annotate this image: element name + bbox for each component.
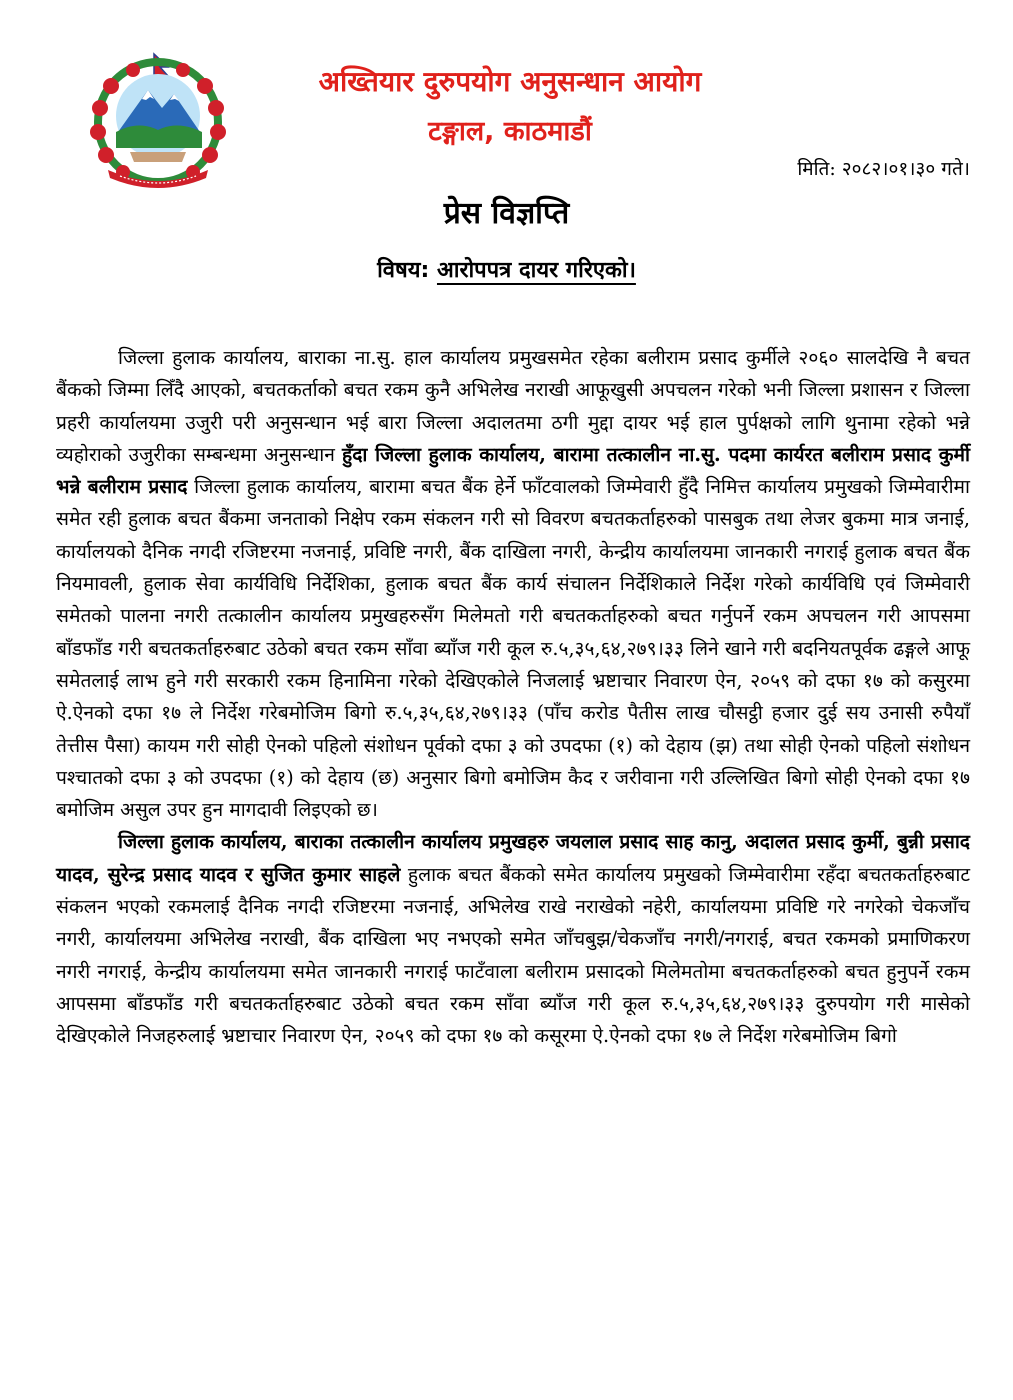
subject-text: आरोपपत्र दायर गरिएको। <box>436 258 636 283</box>
paragraph-text: जिल्ला हुलाक कार्यालय, बारामा बचत बैंक हेर्ने फाँटवालको जिम्मेवारी हुँदै निमित्त कार्यालय प्रमुखको जिम्मेवारीमा समेत रही हुलाक बचत बैंकमा जनताको निक्षेप रकम संकलन गरी सो विवरण बचतकर्ताहरुको पासबुक तथा लेजर बुकमा मात्र जनाई, कार्यालयको दैनिक नगदी रजिष्टरमा नजनाई, प्रविष्टि नगरी, बैंक दाखिला नगरी, केन्द्रीय कार्यालयमा जानकारी नगराई हुलाक बचत बैंक नियमावली, हुलाक सेवा कार्यविधि निर्देशिका, हुलाक बचत बैंक कार्य संचालन निर्देशिकाले निर्देश गरेको कार्यविधि एवं जिम्मेवारी समेतको पालना नगरी तत्कालीन कार्यालय प्रमुखहरुसँग मिलेमतो गरी बचतकर्ताहरुको बचत गर्नुपर्ने रकम अपचलन गरी आपसमा बाँडफाँड गरी बचतकर्ताहरुबाट उठेको बचत रकम साँवा ब्याँज गरी कूल रु.५,३५,६४,२७९।३३ लिने खाने गरी बदनियतपूर्वक ढङ्गले आफू समेतलाई लाभ हुने गरी सरकारी रकम हिनामिना गरेको देखिएकोले निजलाई भ्रष्टाचार निवारण ऐन, २०५९ को दफा १७ को कसुरमा ऐ.ऐनको दफा १७ ले निर्देश गरेबमोजिम बिगो रु.५,३५,६४,२७९।३३ (पाँच करोड पैतीस लाख चौसट्ठी हजार दुई सय उनासी रुपैयाँ तेत्तीस पैसा) कायम गरी सोही ऐनको पहिलो संशोधन पूर्वको दफा ३ को उपदफा (१) को देहाय (झ) तथा सोही ऐनको पहिलो संशोधन पश्चातको दफा ३ को उपदफा (१) को देहाय (छ) अनुसार बिगो बमोजिम कैद र जरीवाना गरी उल्लिखित बिगो सोही ऐनको दफा १७ बमोजिम असुल उपर हुन मागदावी लिइएको छ। <box>56 475 971 822</box>
organization-name: अख्तियार दुरुपयोग अनुसन्धान आयोग <box>318 65 702 98</box>
document-date: मिति: २०८२।०१।३० गते। <box>797 158 970 180</box>
nepal-emblem-logo <box>78 52 238 192</box>
paragraph-bold-text: जिल्ला हुलाक कार्यालय, बाराका तत्कालीन कार्यालय प्रमुखहरु जयलाल प्रसाद साह कानु, अदालत प्रसाद कुर्मी, बुन्नी प्रसाद यादव, सुरेन्द्र प्रसाद यादव र सुजित कुमार साहले <box>56 830 970 886</box>
document-body <box>56 342 970 1053</box>
subject-label: विषय: <box>377 258 430 283</box>
body-paragraph-2 <box>56 826 970 1052</box>
organization-address: टङ्गाल, काठमाडौं <box>428 116 592 147</box>
subject-line <box>0 254 1013 288</box>
body-paragraph-1 <box>56 342 970 826</box>
paragraph-text: हुलाक बचत बैंकको समेत कार्यालय प्रमुखको जिम्मेवारीमा रहँदा बचतकर्ताहरुबाट संकलन भएको रकमलाई दैनिक नगदी रजिष्टरमा नजनाई, अभिलेख राखे नराखेको नहेरी, कार्यालयमा प्रविष्टि गरे नगरेको चेकजाँच नगरी, कार्यालयमा अभिलेख नराखी, बैंक दाखिला भए नभएको समेत जाँचबुझ/चेकजाँच नगरी/नगराई, बचत रकमको प्रमाणिकरण नगरी नगराई, केन्द्रीय कार्यालयमा समेत जानकारी नगराई फाटँवाला बलीराम प्रसादको मिलेमतोमा बचतकर्ताहरुको बचत हुनुपर्ने रकम आपसमा बाँडफाँड गरी बचतकर्ताहरुबाट उठेको बचत रकम साँवा ब्याँज गरी कूल रु.५,३५,६४,२७९।३३ दुरुपयोग गरी मासेको देखिएकोले निजहरुलाई भ्रष्टाचार निवारण ऐन, २०५९ को दफा १७ को कसूरमा ऐ.ऐनको दफा १७ ले निर्देश गरेबमोजिम बिगो <box>56 862 970 1048</box>
document-title: प्रेस विज्ञप्ति <box>443 196 570 231</box>
paragraph-text: जिल्ला हुलाक कार्यालय, बाराका ना.सु. हाल कार्यालय प्रमुखसमेत रहेका बलीराम प्रसाद कुर्मीले २०६० सालदेखि नै बचत बैंकको जिम्मा लिँदै आएको, बचतकर्ताको बचत रकम कुनै अभिलेख नराखी आफूखुसी अपचलन गरेको भनी जिल्ला प्रशासन र जिल्ला प्रहरी कार्यालयमा उजुरी परी अनुसन्धान भई बारा जिल्ला अदालतमा ठगी मुद्दा दायर भई हाल पुर्पक्षको लागि थुनामा रहेको भन्ने व्यहोराको उजुरीका सम्बन्धमा अनुसन्धान <box>56 346 970 466</box>
paragraph-bold-text: हुँदा जिल्ला हुलाक कार्यालय, बारामा तत्कालीन ना.सु. पदमा कार्यरत बलीराम प्रसाद कुर्मी भन्ने बलीराम प्रसाद <box>56 442 970 499</box>
